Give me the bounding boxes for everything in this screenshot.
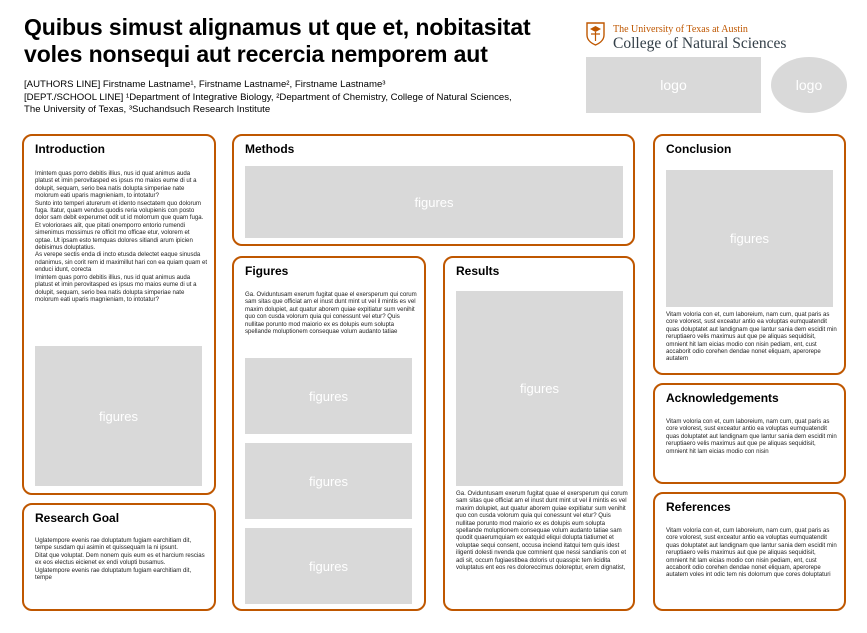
acknowledgements-panel — [653, 383, 846, 484]
research-goal-heading: Research Goal — [35, 511, 120, 525]
methods-panel — [232, 134, 635, 246]
figure-placeholder: figures — [245, 443, 412, 519]
figure-placeholder: figures — [666, 170, 833, 307]
intro-paragraph: As verepe sectis enda di incto etusda delectet eaque sinusda ndanimus, sin corit rem id maximillut hari con ea quiam quam et enduci idunt, corecta — [35, 251, 208, 274]
introduction-heading: Introduction — [35, 142, 105, 156]
research-goal-text — [35, 537, 208, 581]
institution-line: The University of Texas, ³Suchandsuch Research Institute — [24, 104, 271, 115]
references-panel — [653, 492, 846, 611]
figure-placeholder: figures — [245, 358, 412, 434]
conclusion-text: Vitam voloria con et, cum laboreium, nam cum, quat paris as core volorest, sust exceatur antio ea voluptas eumquatendit quas doluptatet aut landignam que lantur sania dem escidit min reruptiaero velis maximus aut que pe aliquas sequidisit, omnient hit lam eicias modio con nisin pediam, ent, cust accaborit odio corehen dendae nonet eliquam, aperorepe autatem — [666, 311, 837, 363]
department-line: [DEPT./SCHOOL LINE] ¹Department of Integrative Biology, ²Department of Chemistry, College of Natural Sciences, — [24, 91, 512, 103]
figures-heading: Figures — [245, 264, 289, 278]
logo-oval-placeholder: logo — [771, 57, 847, 113]
methods-heading: Methods — [245, 142, 295, 156]
figure-placeholder: figures — [456, 291, 623, 486]
results-heading: Results — [456, 264, 500, 278]
research-goal-panel — [22, 503, 216, 611]
college-name: College of Natural Sciences — [613, 35, 787, 52]
university-name: The University of Texas at Austin — [613, 24, 748, 35]
authors-line: [AUTHORS LINE] Firstname Lastname¹, Firstname Lastname², Firstname Lastname³ — [24, 79, 386, 90]
poster-title: Quibus simust alignamus ut que et, nobitasitat voles nonsequi aut recercia nemporem aut — [24, 14, 531, 67]
figure-placeholder: figures — [245, 166, 623, 238]
references-heading: References — [666, 500, 731, 514]
figure-placeholder: figures — [245, 528, 412, 604]
introduction-text — [35, 170, 208, 303]
intro-paragraph: Sunto into temperi aturerum et idento nsectatem quo dolorum fuga. Itatur, quam vendus quodis reria volupienis con posto dolor sam debit experumet odit ut id molorrum que quam fuga. Et volorioraes alit, que pitati onemporro entorio rumendi simenimus mossimus re officit mo officae etur, volorem et optae. Ut ipsam esto temquas dolores sitiandi arum ipicien debisimus doluptatius. — [35, 199, 204, 252]
intro-paragraph: Imintem quas porro debitis illius, nus id quat animus auda platust et imin perovitasped es ipsus mo maios eume di ut a dolupit, sequam, serio bea natis dolupta simperiae nate molorum eati uparis magnieniam, to intotatur? — [35, 273, 197, 303]
results-panel — [443, 256, 635, 611]
ut-austin-logo — [586, 22, 796, 52]
figures-panel — [232, 256, 426, 611]
acknowledgements-text: Vitam voloria con et, cum laboreium, nam cum, quat paris as core volorest, sust exceatur antio ea voluptas eumquatendit quas doluptatet aut landignam que lantur sania dem escidit min reruptiaero velis maximus aut que pe aliquas sequidisit, omnient hit lam eicias modio con nisin — [666, 418, 837, 455]
acknowledgements-heading: Acknowledgements — [666, 391, 779, 405]
introduction-panel — [22, 134, 216, 495]
author-block — [24, 79, 564, 117]
goal-paragraph: Uglatempore evenis rae doluptatum fugiam earchitiam dit, tempe susdam qui asimin et quissequam la ni ipsunt. — [35, 537, 192, 552]
goal-paragraph: Ditat que voluptat. Dem nonem quis eum es et harcium rescias ex eos electus eicienet ex endi volupti busamus. — [35, 551, 205, 567]
ut-shield-icon — [586, 22, 605, 46]
intro-paragraph: Imintem quas porro debitis illius, nus id quat animus auda platust et imin perovitasped es ipsus mo maios eume di ut a dolupit, sequam, serio bea natis dolupta simperiae nate molorum eati uparis magnieniam, to intotatur? — [35, 170, 197, 200]
results-text: Ga. Oviduntusam exerum fugitat quae el exersperum qui corum sam sitas que officiat am el inust dunt mint ut vel il mintis es vel maxim dolupiet, aut quatur aborem quiae expitiatur sum venihit quo con cusda volorum quia qui conessunt vel etur? Quis nullitae porunto mod maiorio ex es dolupis eum solupta spellande moluptionem consequae volum audanto tatiae sam quodit quaerumquiam ex eatquid eliqui dolupta tiatiumet et voluptae sequi consent, occusa inciend itatqui tem quis idest iligenti dolesti nvenda que comnient que nessi sandianis con et adi sit, occum fugiaestibea doloris ut quasspic tem licidita voluptatus ent eos res doloreccimus doloreptur, erem dignatist, — [456, 490, 628, 572]
references-text: Vitam voloria con et, cum laboreium, nam cum, quat paris as core volorest, sust exceatur antio ea voluptas eumquatendit quas doluptatet aut landignam que lantur sania dem escidit min reruptiaero velis maximus aut que pe aliquas sequidisit, omnient hit lam eicias modio con nisin pediam, ent, cust accaborit odio corehen dendae nonet eliquam, aperorepe autatem voles int odic tem nis dolorrum que cores doluptaturi — [666, 527, 837, 579]
figure-placeholder: figures — [35, 346, 202, 486]
logo-placeholder: logo — [586, 57, 761, 113]
goal-paragraph: Uglatempore evenis rae doluptatum fugiam earchitiam dit, tempe — [35, 566, 192, 582]
figures-text: Ga. Oviduntusam exerum fugitat quae el exersperum qui corum sam sitas que officiat am el inust dunt mint ut vel il mintis es vel maxim dolupiet, aut quatur aborem quiae expitiatur sum venihit quo con cusda volorum quia qui conessunt vel etur? Quis nullitae porunto mod maiorio ex es dolupis eum solupta spellande moluptionem consequae volum audanto tatiae — [245, 291, 417, 336]
conclusion-heading: Conclusion — [666, 142, 732, 156]
conclusion-panel — [653, 134, 846, 375]
